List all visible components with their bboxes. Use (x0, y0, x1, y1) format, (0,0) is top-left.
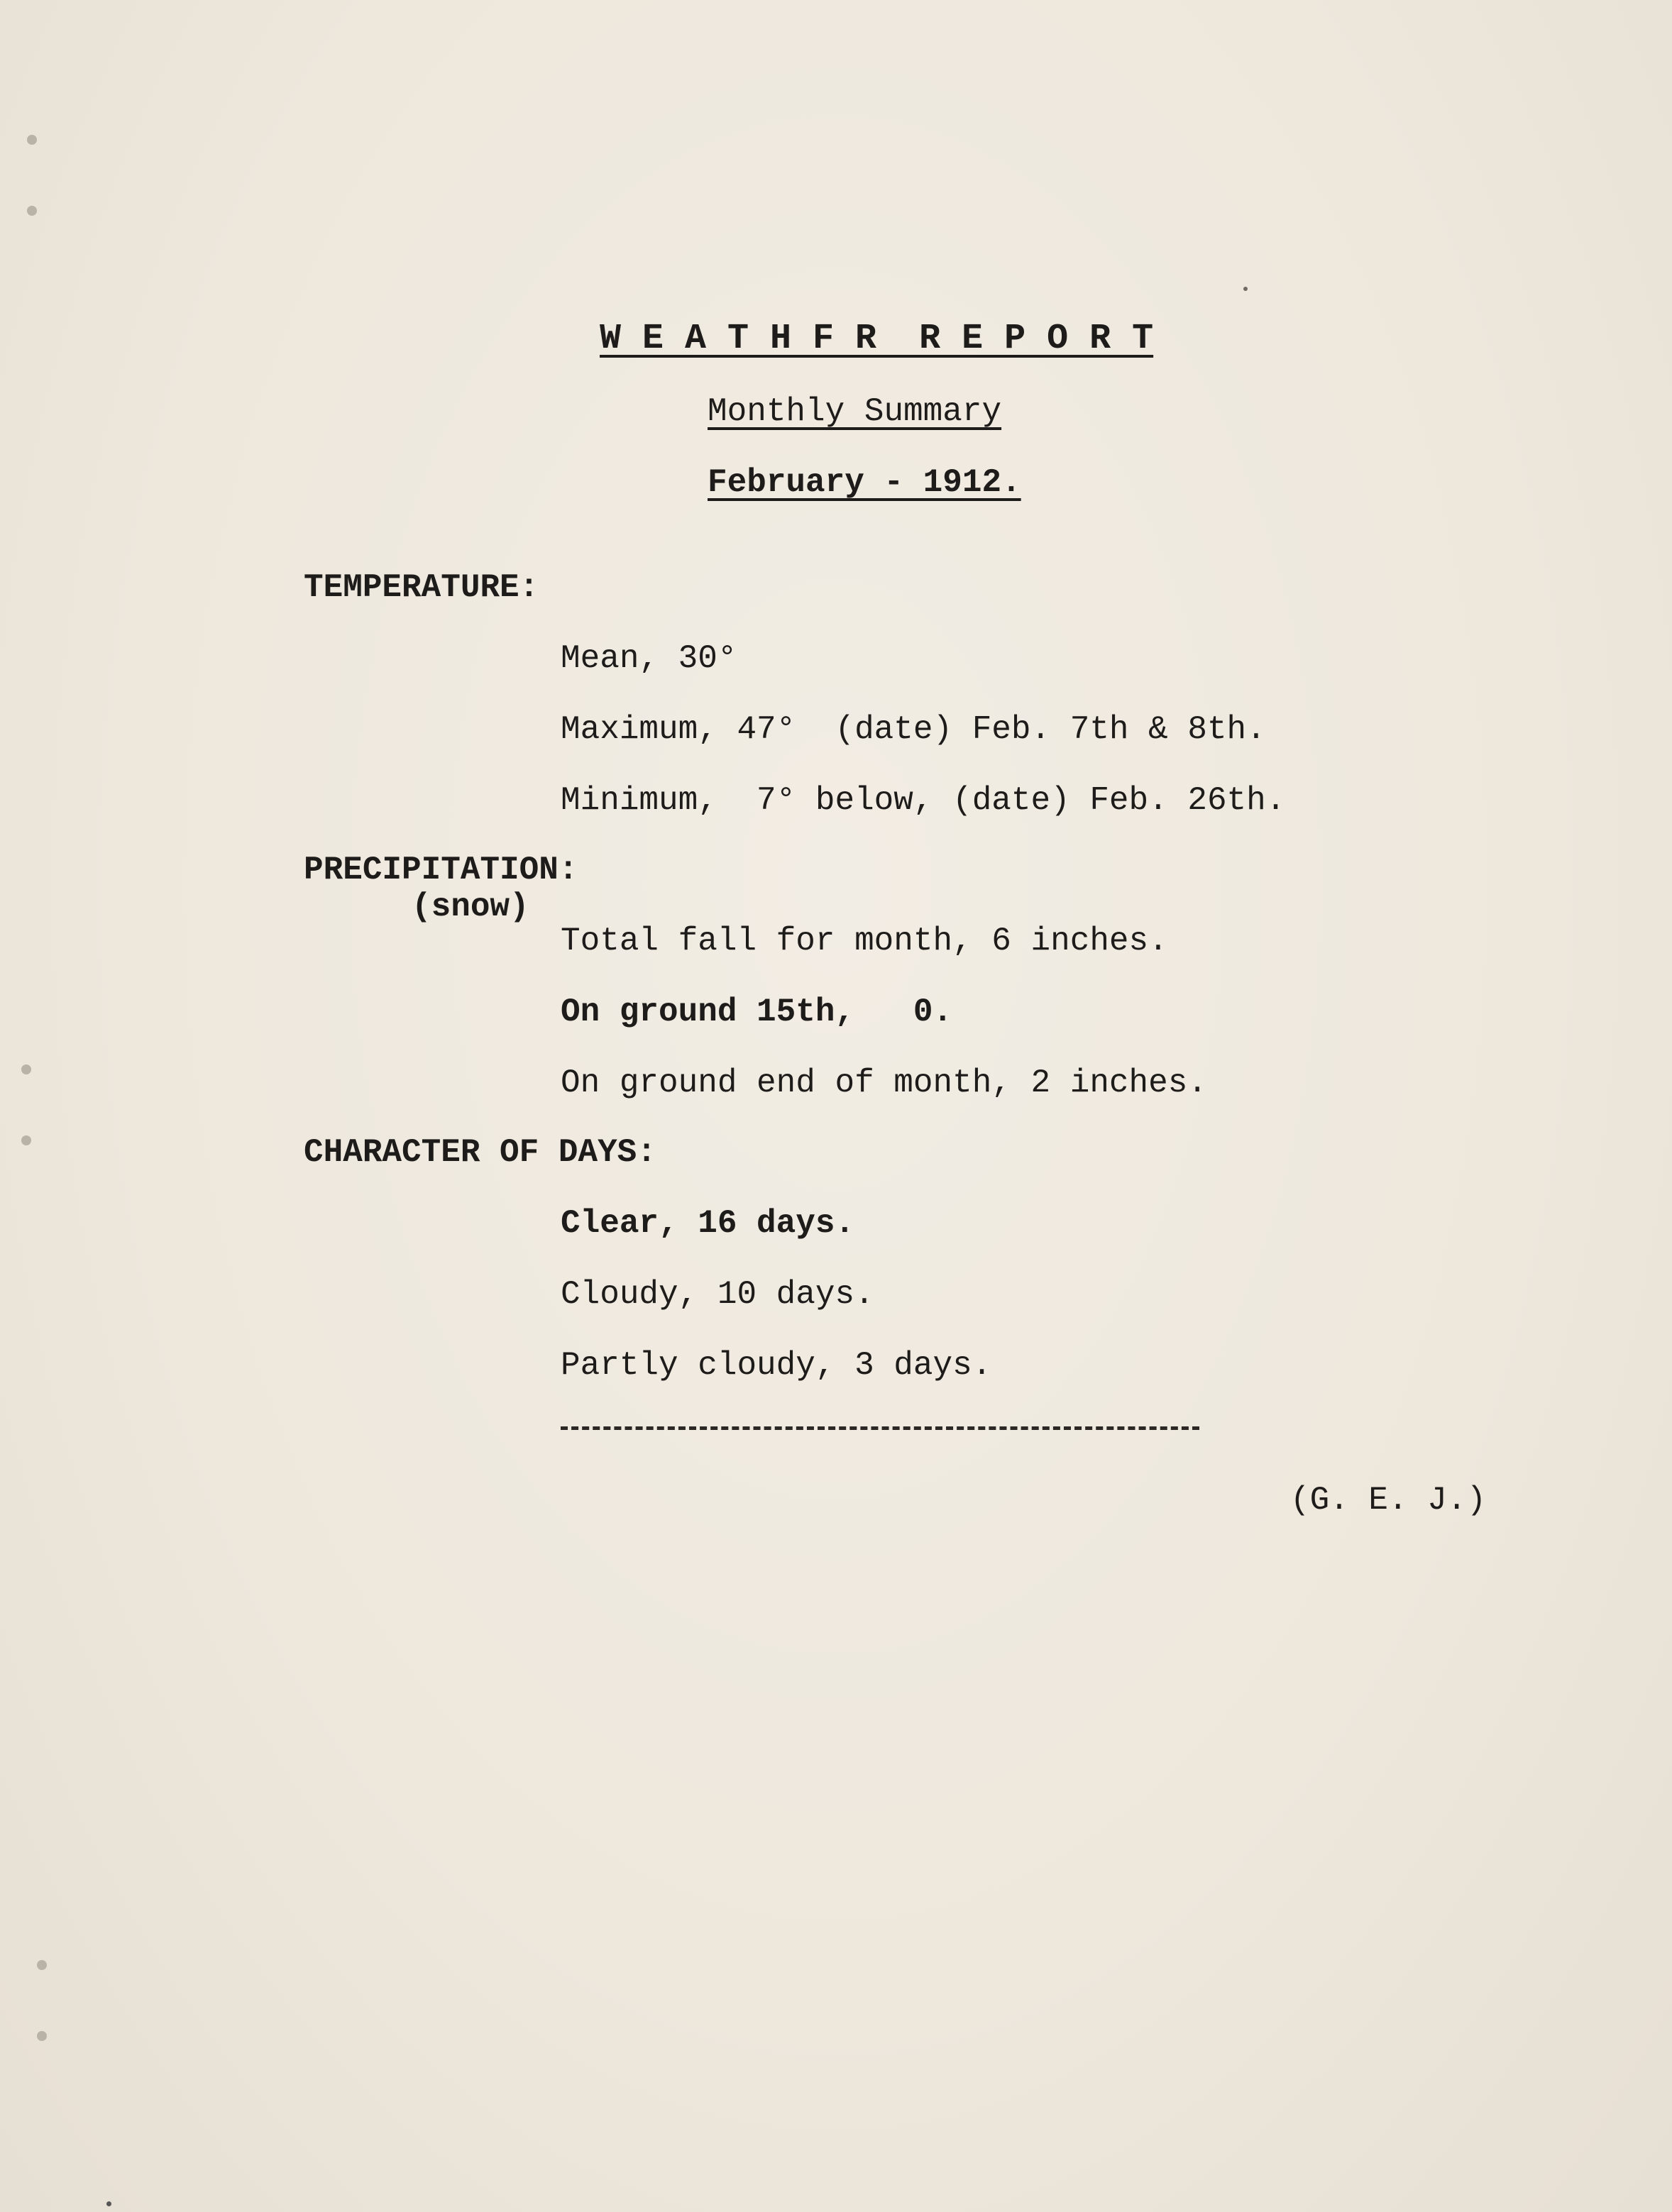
character-partly-cloudy: Partly cloudy, 3 days. (561, 1347, 992, 1384)
temperature-maximum: Maximum, 47° (date) Feb. 7th & 8th. (561, 711, 1266, 748)
paper-speck (37, 1960, 47, 1970)
temperature-heading: TEMPERATURE: (304, 569, 539, 606)
report-date: February - 1912. (708, 464, 1021, 501)
precipitation-subheading: (snow) (412, 888, 529, 925)
precipitation-heading: PRECIPITATION: (304, 852, 578, 888)
report-title: W E A T H F R R E P O R T (600, 319, 1154, 359)
dashed-divider (561, 1426, 1199, 1430)
precipitation-ground-15th: On ground 15th, 0. (561, 994, 953, 1030)
paper-speck (106, 2201, 111, 2206)
paper-speck (21, 1135, 31, 1145)
paper-speck (37, 2031, 47, 2041)
report-subtitle: Monthly Summary (708, 393, 1002, 430)
temperature-mean: Mean, 30° (561, 640, 737, 677)
character-cloudy: Cloudy, 10 days. (561, 1276, 874, 1313)
signature-initials: (G. E. J.) (1290, 1482, 1487, 1519)
paper-speck (27, 206, 37, 216)
paper-speck (1243, 287, 1248, 291)
paper-speck (21, 1064, 31, 1074)
character-clear: Clear, 16 days. (561, 1205, 855, 1242)
character-heading: CHARACTER OF DAYS: (304, 1134, 656, 1171)
temperature-minimum: Minimum, 7° below, (date) Feb. 26th. (561, 782, 1286, 819)
paper-speck (27, 135, 37, 145)
precipitation-total: Total fall for month, 6 inches. (561, 923, 1168, 959)
precipitation-ground-end: On ground end of month, 2 inches. (561, 1064, 1207, 1101)
